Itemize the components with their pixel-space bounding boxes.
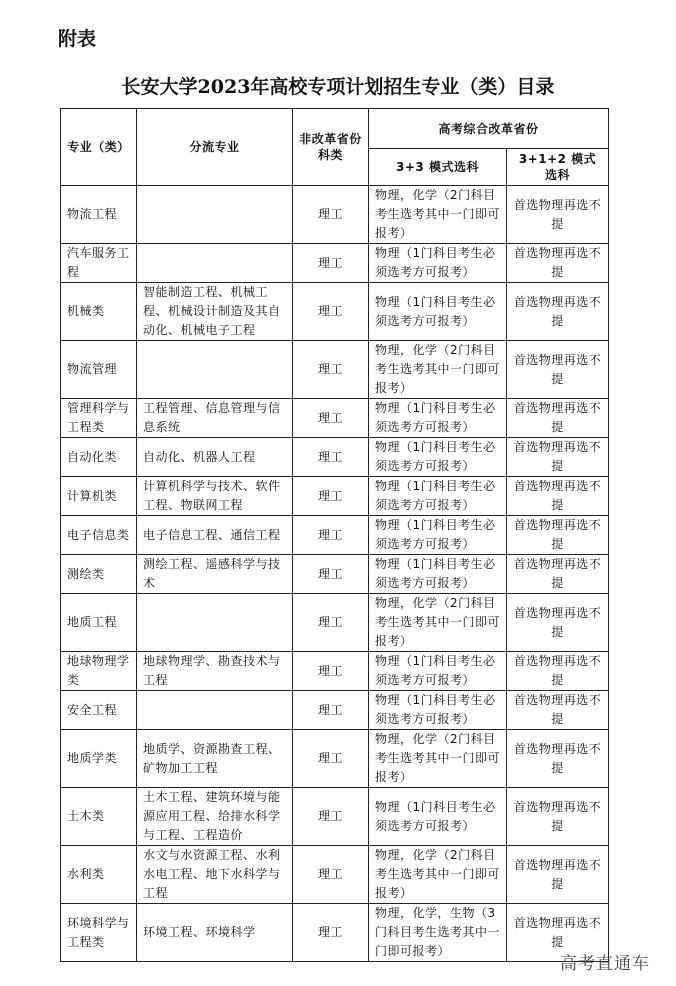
major-cell: 安全工程 — [61, 691, 137, 730]
table-row — [61, 244, 609, 283]
mode-3-3-requirement-cell: 物理（1门科目考生必须选考方可报考） — [369, 399, 507, 438]
header-major: 专业（类） — [61, 109, 137, 186]
mode-3-3-requirement-cell: 物理（1门科目考生必须选考方可报考） — [369, 283, 507, 341]
mode-3-3-requirement-cell: 物理（1门科目考生必须选考方可报考） — [369, 652, 507, 691]
sub-majors-cell — [137, 186, 293, 244]
subject-type-cell: 理工 — [293, 788, 369, 846]
table-row — [61, 186, 609, 244]
major-cell: 电子信息类 — [61, 516, 137, 555]
major-cell: 管理科学与工程类 — [61, 399, 137, 438]
mode-3-1-2-requirement-cell: 首选物理再选不提 — [507, 341, 609, 399]
mode-3-1-2-requirement-cell: 首选物理再选不提 — [507, 904, 609, 962]
mode-3-1-2-requirement-cell: 首选物理再选不提 — [507, 555, 609, 594]
sub-majors-cell: 水文与水资源工程、水利水电工程、地下水科学与工程 — [137, 846, 293, 904]
mode-3-3-requirement-cell: 物理（1门科目考生必须选考方可报考） — [369, 788, 507, 846]
mode-3-3-requirement-cell: 物理（1门科目考生必须选考方可报考） — [369, 477, 507, 516]
table-row — [61, 730, 609, 788]
mode-3-1-2-requirement-cell: 首选物理再选不提 — [507, 652, 609, 691]
sub-majors-cell: 智能制造工程、机械工程、机械设计制造及其自动化、机械电子工程 — [137, 283, 293, 341]
table-row — [61, 652, 609, 691]
mode-3-3-requirement-cell: 物理（1门科目考生必须选考方可报考） — [369, 244, 507, 283]
major-cell: 测绘类 — [61, 555, 137, 594]
mode-3-3-requirement-cell: 物理，化学，生物（3门科目考生选考其中一门即可报考） — [369, 904, 507, 962]
major-cell: 地球物理学类 — [61, 652, 137, 691]
mode-3-3-requirement-cell: 物理，化学（2门科目考生选考其中一门即可报考） — [369, 186, 507, 244]
mode-3-1-2-requirement-cell: 首选物理再选不提 — [507, 730, 609, 788]
mode-3-1-2-requirement-cell: 首选物理再选不提 — [507, 846, 609, 904]
mode-3-3-requirement-cell: 物理，化学（2门科目考生选考其中一门即可报考） — [369, 594, 507, 652]
mode-3-1-2-requirement-cell: 首选物理再选不提 — [507, 399, 609, 438]
table-row — [61, 594, 609, 652]
table-row — [61, 846, 609, 904]
header-sub-majors: 分流专业 — [137, 109, 293, 186]
mode-3-1-2-requirement-cell: 首选物理再选不提 — [507, 438, 609, 477]
major-cell: 地质学类 — [61, 730, 137, 788]
major-cell: 计算机类 — [61, 477, 137, 516]
table-row — [61, 904, 609, 962]
sub-majors-cell: 测绘工程、遥感科学与技术 — [137, 555, 293, 594]
subject-type-cell: 理工 — [293, 283, 369, 341]
sub-majors-cell: 地球物理学、勘查技术与工程 — [137, 652, 293, 691]
subject-type-cell: 理工 — [293, 594, 369, 652]
subject-type-cell: 理工 — [293, 904, 369, 962]
sub-majors-cell: 自动化、机器人工程 — [137, 438, 293, 477]
major-cell: 地质工程 — [61, 594, 137, 652]
major-catalog-table — [60, 108, 609, 962]
subject-type-cell: 理工 — [293, 516, 369, 555]
table-body — [61, 186, 609, 962]
sub-majors-cell: 地质学、资源勘查工程、矿物加工工程 — [137, 730, 293, 788]
header-mode-3-1-2: 3+1+2 模式选科 — [507, 149, 609, 186]
mode-3-3-requirement-cell: 物理（1门科目考生必须选考方可报考） — [369, 691, 507, 730]
table-row — [61, 691, 609, 730]
subject-type-cell: 理工 — [293, 438, 369, 477]
subject-type-cell: 理工 — [293, 341, 369, 399]
sub-majors-cell — [137, 691, 293, 730]
major-cell: 环境科学与工程类 — [61, 904, 137, 962]
document-title: 长安大学2023年高校专项计划招生专业（类）目录 — [121, 76, 555, 98]
watermark: 高考直通车 — [560, 954, 650, 974]
subject-type-cell: 理工 — [293, 846, 369, 904]
subject-type-cell: 理工 — [293, 244, 369, 283]
mode-3-3-requirement-cell: 物理，化学（2门科目考生选考其中一门即可报考） — [369, 730, 507, 788]
major-cell: 机械类 — [61, 283, 137, 341]
major-cell: 自动化类 — [61, 438, 137, 477]
subject-type-cell: 理工 — [293, 477, 369, 516]
table-row — [61, 555, 609, 594]
mode-3-1-2-requirement-cell: 首选物理再选不提 — [507, 788, 609, 846]
sub-majors-cell — [137, 594, 293, 652]
subject-type-cell: 理工 — [293, 691, 369, 730]
mode-3-3-requirement-cell: 物理，化学（2门科目考生选考其中一门即可报考） — [369, 846, 507, 904]
mode-3-1-2-requirement-cell: 首选物理再选不提 — [507, 244, 609, 283]
table-row — [61, 477, 609, 516]
sub-majors-cell: 土木工程、建筑环境与能源应用工程、给排水科学与工程、工程造价 — [137, 788, 293, 846]
table-row — [61, 516, 609, 555]
major-cell: 物流工程 — [61, 186, 137, 244]
table-row — [61, 438, 609, 477]
subject-type-cell: 理工 — [293, 555, 369, 594]
mode-3-3-requirement-cell: 物理（1门科目考生必须选考方可报考） — [369, 516, 507, 555]
sub-majors-cell: 电子信息工程、通信工程 — [137, 516, 293, 555]
mode-3-3-requirement-cell: 物理（1门科目考生必须选考方可报考） — [369, 438, 507, 477]
subject-type-cell: 理工 — [293, 730, 369, 788]
sub-majors-cell: 工程管理、信息管理与信息系统 — [137, 399, 293, 438]
major-cell: 土木类 — [61, 788, 137, 846]
appendix-label: 附表 — [58, 28, 97, 50]
header-reform-provinces: 高考综合改革省份 — [369, 109, 609, 149]
subject-type-cell: 理工 — [293, 652, 369, 691]
subject-type-cell: 理工 — [293, 186, 369, 244]
mode-3-1-2-requirement-cell: 首选物理再选不提 — [507, 691, 609, 730]
sub-majors-cell: 环境工程、环境科学 — [137, 904, 293, 962]
mode-3-1-2-requirement-cell: 首选物理再选不提 — [507, 594, 609, 652]
table-row — [61, 283, 609, 341]
major-cell: 物流管理 — [61, 341, 137, 399]
mode-3-1-2-requirement-cell: 首选物理再选不提 — [507, 516, 609, 555]
header-mode-3-3: 3+3 模式选科 — [369, 149, 507, 186]
mode-3-3-requirement-cell: 物理（1门科目考生必须选考方可报考） — [369, 555, 507, 594]
major-cell: 水利类 — [61, 846, 137, 904]
header-non-reform: 非改革省份科类 — [293, 109, 369, 186]
table-row — [61, 341, 609, 399]
sub-majors-cell — [137, 244, 293, 283]
major-cell: 汽车服务工程 — [61, 244, 137, 283]
mode-3-1-2-requirement-cell: 首选物理再选不提 — [507, 186, 609, 244]
mode-3-1-2-requirement-cell: 首选物理再选不提 — [507, 477, 609, 516]
sub-majors-cell: 计算机科学与技术、软件工程、物联网工程 — [137, 477, 293, 516]
table-row — [61, 788, 609, 846]
mode-3-3-requirement-cell: 物理，化学（2门科目考生选考其中一门即可报考） — [369, 341, 507, 399]
table-row — [61, 399, 609, 438]
subject-type-cell: 理工 — [293, 399, 369, 438]
mode-3-1-2-requirement-cell: 首选物理再选不提 — [507, 283, 609, 341]
sub-majors-cell — [137, 341, 293, 399]
